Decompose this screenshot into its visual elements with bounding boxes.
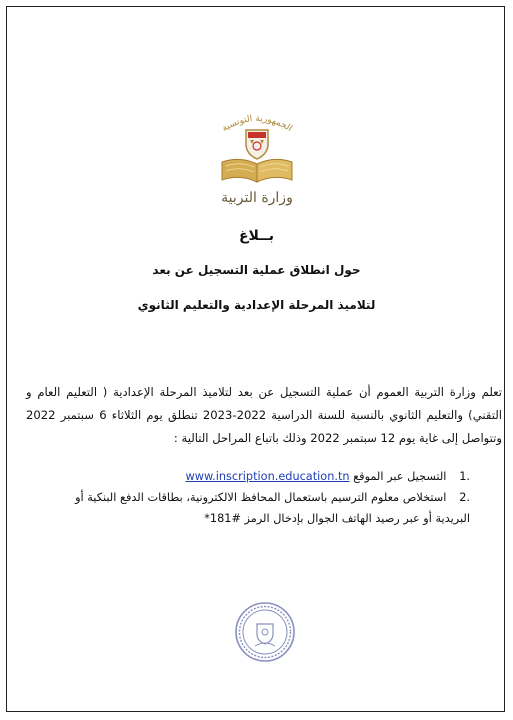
- body-paragraph: تعلم وزارة التربية العموم أن عملية التسجيل عن بعد لتلاميذ المرحلة الإعدادية ( التعليم العام و التقني) والتعليم الثانوي بالنسبة للسنة الدراسية 2022-2023 تنطلق يوم الثلاثاء 6 سبتمبر 2022 وتتواصل إلى غاية يوم 12 سبتمبر 2022 وذلك باتباع المراحل التالية :: [26, 385, 502, 445]
- book-icon: [222, 159, 292, 182]
- logo-arc-text: الجمهورية التونسية: [220, 113, 294, 134]
- step-number: .2: [459, 491, 470, 504]
- shield-icon: [246, 130, 268, 159]
- logo-ministry-text: وزارة التربية: [221, 190, 293, 206]
- step-2: [40, 487, 470, 529]
- registration-link[interactable]: www.inscription.education.tn: [185, 470, 350, 483]
- steps-list: [40, 466, 470, 529]
- ministry-logo: [202, 104, 312, 212]
- announcement-title: بــلاغ: [238, 228, 275, 244]
- step-text: التسجيل عبر الموقع: [353, 470, 447, 483]
- step-text: استخلاص معلوم الترسيم باستعمال المحافظ الالكترونية، بطاقات الدفع البنكية أو البريدية أو عبر رصيد الهاتف الجوال بإدخال الرمز #181*: [75, 491, 470, 525]
- subject-line-2: لتلاميذ المرحلة الإعدادية والتعليم الثانوي: [137, 298, 376, 312]
- subject-line-1: حول انطلاق عملية التسجيل عن بعد: [152, 263, 361, 277]
- official-stamp-icon: [233, 600, 297, 664]
- step-1: [40, 466, 470, 487]
- step-number: .1: [459, 470, 470, 483]
